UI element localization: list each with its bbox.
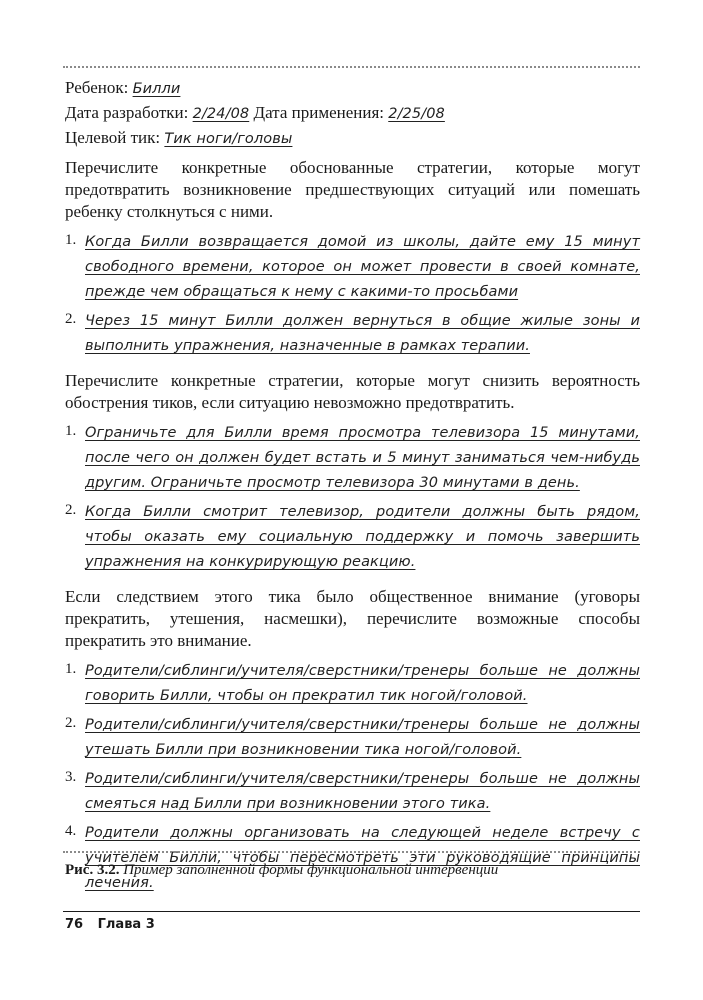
dev-date-value: 2/24/08: [192, 106, 250, 122]
handwritten-answer: Родители/сиблинги/учителя/сверстники/тренеры больше не должны утешать Билли при возникновении тика ногой/головой.: [85, 717, 640, 758]
item-number: 2.: [65, 311, 77, 327]
chapter-label: Глава 3: [97, 917, 155, 932]
item-number: 4.: [65, 823, 77, 839]
child-label: Ребенок:: [65, 78, 129, 97]
item-number: 2.: [65, 715, 77, 731]
figure-caption-label: Рис. 3.2.: [65, 862, 120, 878]
list-item: [65, 308, 640, 358]
item-number: 1.: [65, 423, 77, 439]
item-number: 1.: [65, 661, 77, 677]
top-dotted-divider: [63, 66, 640, 68]
page-footer: [65, 917, 155, 932]
figure-caption: [65, 860, 640, 880]
handwritten-answer: Через 15 минут Билли должен вернуться в общие жилые зоны и выполнить упражнения, назначенные в рамках терапии.: [85, 313, 640, 354]
item-number: 2.: [65, 502, 77, 518]
dev-date-label: Дата разработки:: [65, 103, 189, 122]
child-field: [65, 76, 640, 101]
handwritten-answer: Когда Билли возвращается домой из школы, дайте ему 15 минут свободного времени, которое он может провести в своей комнате, прежде чем обращаться к нему с какими-то просьбами: [85, 234, 640, 300]
strategy-list-prevent: [65, 229, 640, 358]
handwritten-answer: Родители/сиблинги/учителя/сверстники/тренеры больше не должны говорить Билли, чтобы он прекратил тик ногой/головой.: [85, 663, 640, 704]
handwritten-answer: Родители/сиблинги/учителя/сверстники/тренеры больше не должны смеяться над Билли при возникновении этого тика.: [85, 771, 640, 812]
footer-rule: [63, 911, 640, 912]
target-tic-label: Целевой тик:: [65, 128, 161, 147]
list-item: [65, 712, 640, 762]
section-prompt-reduce: Перечислите конкретные стратегии, которые могут снизить вероятность обострения тиков, если ситуацию невозможно предотвратить.: [65, 371, 640, 412]
bottom-dotted-divider: [63, 851, 640, 853]
handwritten-answer: Ограничьте для Билли время просмотра телевизора 15 минутами, после чего он должен будет встать и 5 минут заниматься чем-нибудь другим. Ограничьте просмотр телевизора 30 минутами в день.: [85, 425, 640, 491]
list-item: [65, 420, 640, 495]
item-number: 3.: [65, 769, 77, 785]
list-item: [65, 499, 640, 574]
list-item: [65, 658, 640, 708]
list-item: [65, 229, 640, 304]
list-item: [65, 766, 640, 816]
page-number: 76: [65, 917, 84, 932]
target-tic-field: [65, 126, 640, 151]
dates-field: [65, 101, 640, 126]
target-tic-value: Тик ноги/головы: [164, 131, 293, 147]
figure-caption-text: Пример заполненной формы функциональной интервенции: [123, 862, 499, 878]
apply-date-value: 2/25/08: [388, 106, 445, 122]
strategy-list-reduce: [65, 420, 640, 574]
handwritten-answer: Родители должны организовать на следующей неделе встречу с учителем Билли, чтобы пересмотреть эти руководящие принципы лечения.: [85, 825, 640, 891]
section-prompt-attention: Если следствием этого тика было общественное внимание (уговоры прекратить, утешения, насмешки), перечислите возможные способы прекратить это внимание.: [65, 587, 640, 650]
section-prompt-prevent: Перечислите конкретные обоснованные стратегии, которые могут предотвратить возникновение предшествующих ситуаций или помешать ребенку столкнуться с ними.: [65, 158, 640, 221]
item-number: 1.: [65, 232, 77, 248]
apply-date-label: Дата применения:: [253, 103, 384, 122]
intervention-form: [65, 76, 640, 907]
list-item: [65, 820, 640, 895]
child-value: Билли: [132, 81, 181, 97]
handwritten-answer: Когда Билли смотрит телевизор, родители должны быть рядом, чтобы оказать ему социальную поддержку и помочь завершить упражнения на конкурирующую реакцию.: [85, 504, 640, 570]
